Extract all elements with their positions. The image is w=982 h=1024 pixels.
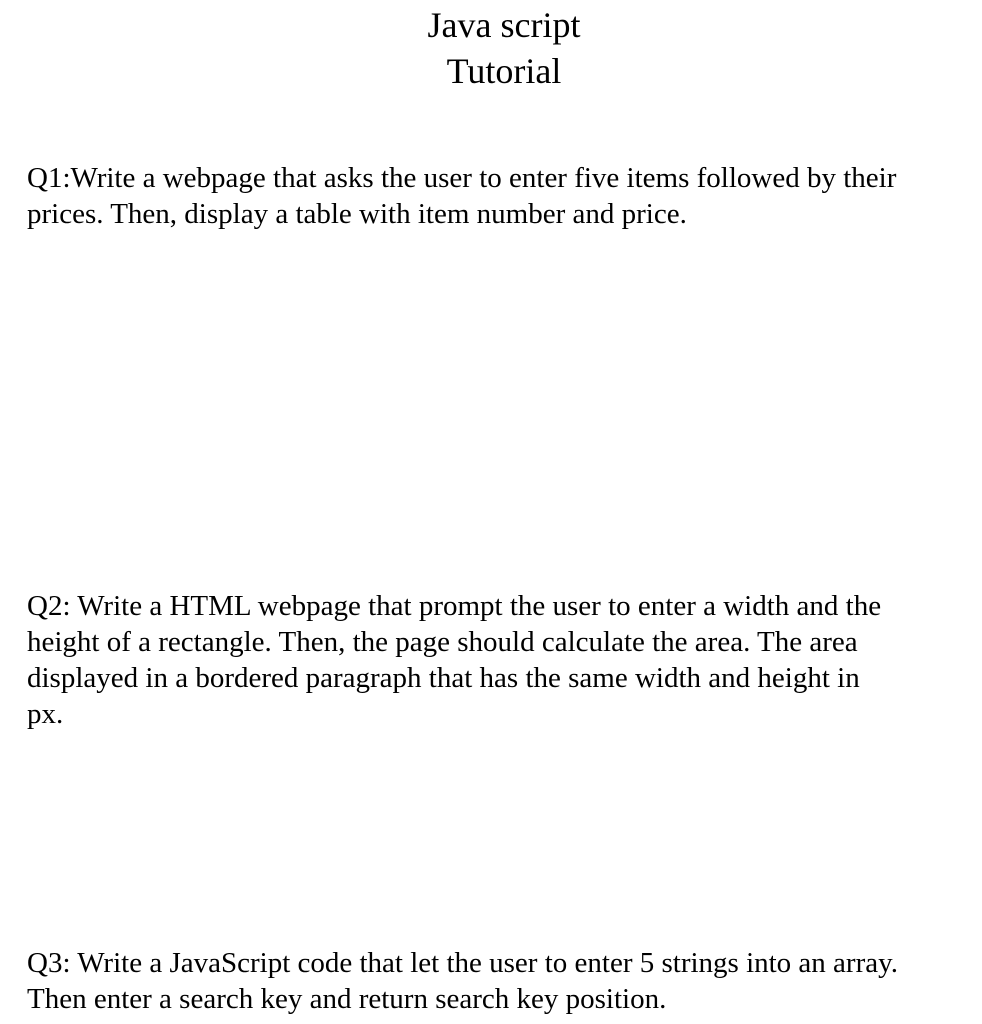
question-1-text: Q1:Write a webpage that asks the user to enter five items followed by their prices. Then, display a table with item number and price. xyxy=(27,162,897,230)
page-title: Java script Tutorial xyxy=(427,5,581,91)
question-3-text: Q3: Write a JavaScript code that let the user to enter 5 strings into an array. Then enter a search key and return search key position. xyxy=(27,947,898,1015)
question-2-text: Q2: Write a HTML webpage that prompt the user to enter a width and the height of a rectangle. Then, the page should calculate the area. The area displayed in a bordered paragraph that has the same width and height in px. xyxy=(27,590,882,730)
